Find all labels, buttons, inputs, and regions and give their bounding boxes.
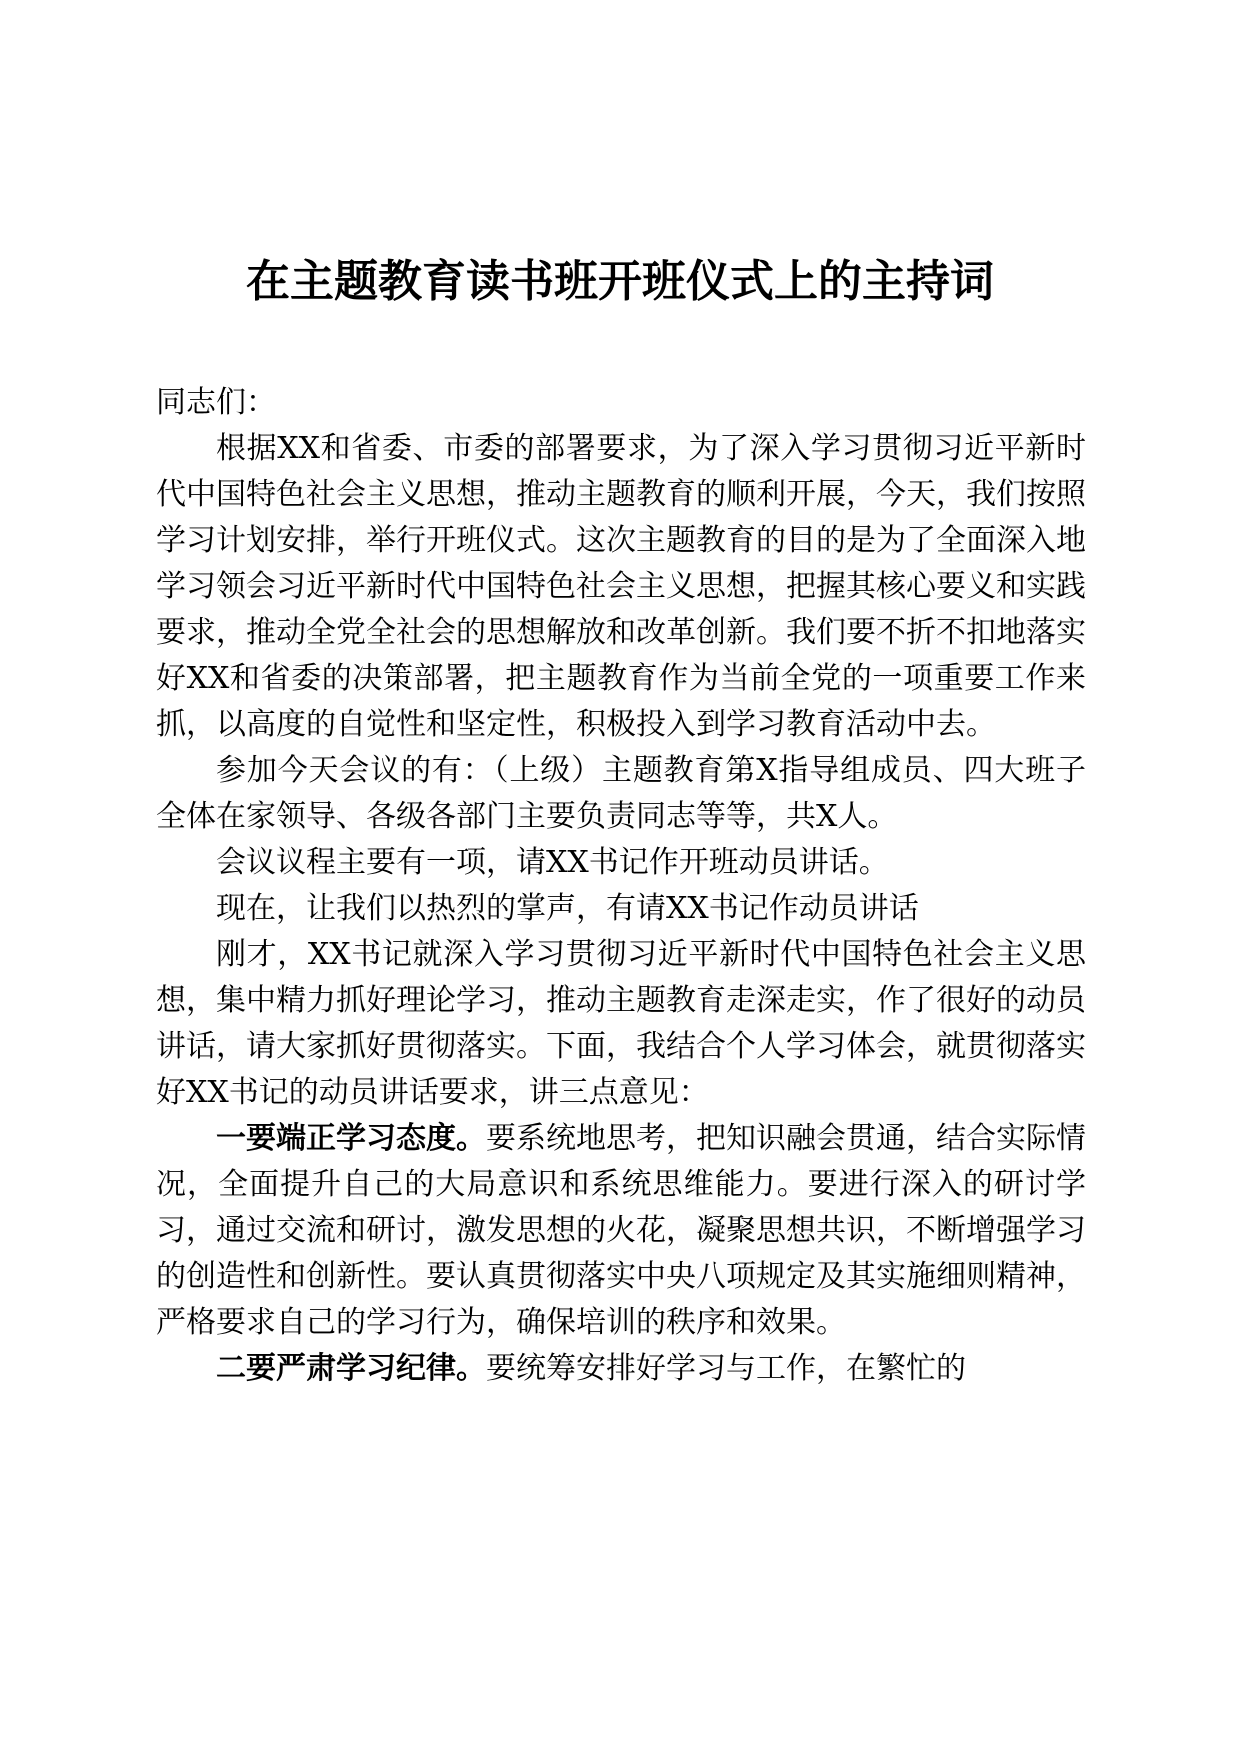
paragraph-text: 要统筹安排好学习与工作，在繁忙的 <box>486 1351 966 1386</box>
paragraph-4 <box>156 886 1086 932</box>
paragraph-lead-heading: 二要严肃学习纪律。 <box>216 1351 486 1386</box>
paragraph-2 <box>156 748 1086 840</box>
document-body <box>156 380 1086 1392</box>
paragraph-lead-heading: 一要端正学习态度。 <box>216 1121 486 1156</box>
paragraph-text: 根据XX和省委、市委的部署要求，为了深入学习贯彻习近平新时代中国特色社会主义思想，推动主题教育的顺利开展，今天，我们按照学习计划安排，举行开班仪式。这次主题教育的目的是为了全面深入地学习领会习近平新时代中国特色社会主义思想，把握其核心要义和实践要求，推动全党全社会的思想解放和改革创新。我们要不折不扣地落实好XX和省委的决策部署，把主题教育作为当前全党的一项重要工作来抓，以高度的自觉性和坚定性，积极投入到学习教育活动中去。 <box>156 431 1086 742</box>
paragraph-1 <box>156 426 1086 748</box>
paragraph-text: 会议议程主要有一项，请XX书记作开班动员讲话。 <box>216 845 889 880</box>
paragraph-text: 刚才，XX书记就深入学习贯彻习近平新时代中国特色社会主义思想，集中精力抓好理论学习，推动主题教育走深走实，作了很好的动员讲话，请大家抓好贯彻落实。下面，我结合个人学习体会，就贯彻落实好XX书记的动员讲话要求，讲三点意见： <box>156 937 1086 1110</box>
paragraph-6 <box>156 1116 1086 1346</box>
paragraph-3 <box>156 840 1086 886</box>
paragraph-5 <box>156 932 1086 1116</box>
paragraph-text: 参加今天会议的有：（上级）主题教育第X指导组成员、四大班子全体在家领导、各级各部门主要负责同志等等，共X人。 <box>156 753 1086 834</box>
paragraph-7 <box>156 1346 1086 1392</box>
document-title: 在主题教育读书班开班仪式上的主持词 <box>246 256 994 307</box>
paragraph-text: 要系统地思考，把知识融会贯通，结合实际情况，全面提升自己的大局意识和系统思维能力。要进行深入的研讨学习，通过交流和研讨，激发思想的火花，凝聚思想共识，不断增强学习的创造性和创新性。要认真贯彻落实中央八项规定及其实施细则精神，严格要求自己的学习行为，确保培训的秩序和效果。 <box>156 1121 1086 1340</box>
salutation: 同志们： <box>156 385 276 420</box>
paragraph-text: 现在，让我们以热烈的掌声，有请XX书记作动员讲话 <box>216 891 919 926</box>
